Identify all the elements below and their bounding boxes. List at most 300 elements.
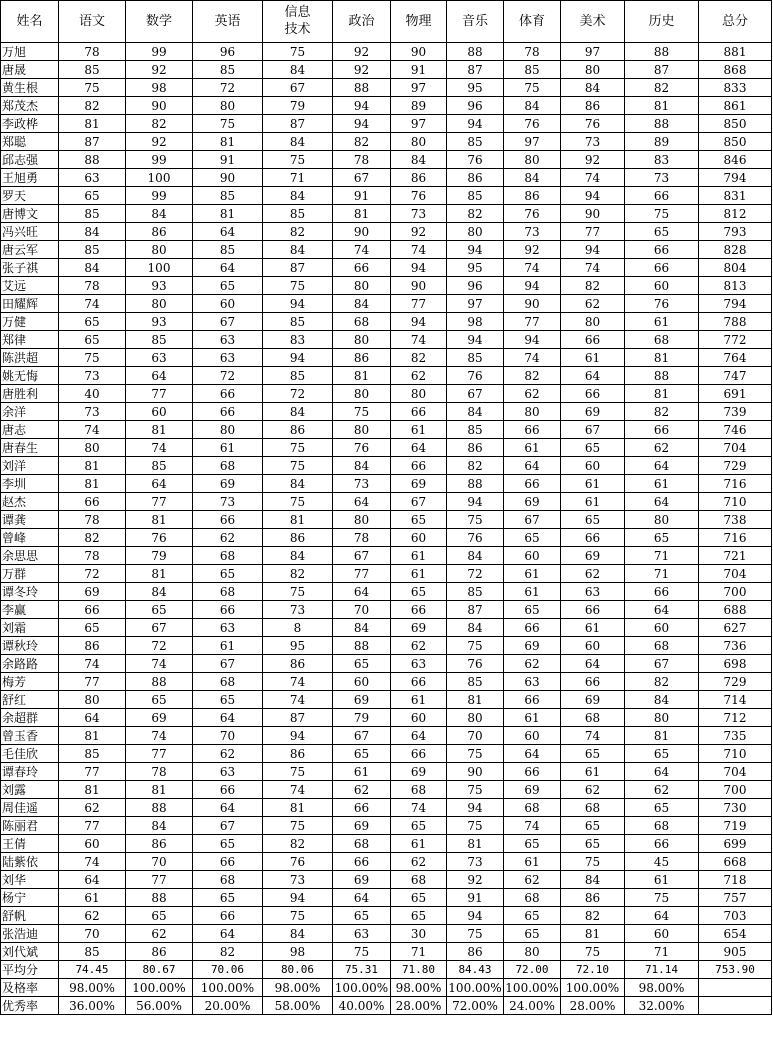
score-cell: 75: [263, 493, 333, 511]
score-cell: 68: [504, 799, 561, 817]
score-cell: 100: [126, 169, 193, 187]
total-cell: 710: [699, 493, 772, 511]
score-cell: 84: [504, 97, 561, 115]
score-cell: 85: [126, 457, 193, 475]
score-cell: 73: [391, 205, 447, 223]
score-cell: 75: [193, 115, 263, 133]
score-cell: 66: [504, 691, 561, 709]
score-cell: 85: [447, 187, 504, 205]
score-cell: 84: [263, 403, 333, 421]
score-cell: 69: [59, 583, 126, 601]
score-cell: 80: [333, 385, 391, 403]
score-cell: 88: [447, 43, 504, 61]
score-cell: 80: [447, 709, 504, 727]
score-cell: 61: [391, 565, 447, 583]
score-cell: 65: [59, 619, 126, 637]
table-row: [1, 601, 772, 619]
score-cell: 82: [625, 79, 699, 97]
score-cell: 94: [263, 349, 333, 367]
header-art: 美术: [561, 1, 625, 43]
score-cell: 76: [504, 205, 561, 223]
score-cell: 86: [59, 637, 126, 655]
score-cell: 85: [447, 421, 504, 439]
score-cell: 65: [59, 313, 126, 331]
score-cell: 85: [447, 583, 504, 601]
score-cell: 75: [263, 907, 333, 925]
score-cell: 75: [263, 457, 333, 475]
score-cell: 75: [333, 943, 391, 961]
table-row: [1, 529, 772, 547]
table-row: [1, 493, 772, 511]
score-cell: 94: [333, 115, 391, 133]
score-cell: 68: [333, 313, 391, 331]
score-cell: 93: [126, 313, 193, 331]
student-name-cell: 余洋: [1, 403, 59, 421]
score-cell: 65: [193, 691, 263, 709]
score-cell: 75: [447, 511, 504, 529]
score-cell: 66: [391, 403, 447, 421]
score-cell: 60: [625, 925, 699, 943]
score-cell: 68: [625, 817, 699, 835]
total-cell: 794: [699, 169, 772, 187]
score-cell: 75: [263, 763, 333, 781]
score-cell: 81: [263, 511, 333, 529]
score-cell: 73: [504, 223, 561, 241]
score-cell: 81: [126, 511, 193, 529]
score-cell: 86: [126, 223, 193, 241]
score-cell: 80: [193, 97, 263, 115]
score-cell: 73: [333, 475, 391, 493]
table-row: [1, 925, 772, 943]
score-cell: 63: [126, 349, 193, 367]
score-cell: 65: [193, 835, 263, 853]
student-name-cell: 张浩迪: [1, 925, 59, 943]
student-name-cell: 舒红: [1, 691, 59, 709]
score-cell: 69: [561, 403, 625, 421]
score-cell: 62: [126, 925, 193, 943]
student-name-cell: 李赢: [1, 601, 59, 619]
score-cell: 70: [59, 925, 126, 943]
summary-value-cell: 80.06: [263, 961, 333, 979]
score-cell: 82: [126, 115, 193, 133]
score-cell: 65: [504, 925, 561, 943]
score-cell: 67: [561, 421, 625, 439]
score-cell: 76: [504, 115, 561, 133]
score-cell: 94: [333, 97, 391, 115]
score-cell: 84: [263, 133, 333, 151]
score-cell: 90: [561, 205, 625, 223]
score-cell: 64: [126, 475, 193, 493]
total-cell: 691: [699, 385, 772, 403]
score-cell: 77: [126, 871, 193, 889]
score-cell: 66: [193, 511, 263, 529]
score-cell: 75: [447, 817, 504, 835]
score-cell: 98: [447, 313, 504, 331]
score-cell: 86: [126, 835, 193, 853]
student-name-cell: 罗天: [1, 187, 59, 205]
score-cell: 82: [59, 97, 126, 115]
score-cell: 85: [59, 745, 126, 763]
score-cell: 82: [263, 223, 333, 241]
score-cell: 62: [504, 655, 561, 673]
score-cell: 66: [391, 673, 447, 691]
student-name-cell: 郑聪: [1, 133, 59, 151]
score-cell: 84: [59, 223, 126, 241]
score-cell: 74: [504, 259, 561, 277]
score-cell: 84: [447, 403, 504, 421]
score-cell: 61: [193, 439, 263, 457]
score-cell: 74: [504, 817, 561, 835]
score-cell: 64: [193, 259, 263, 277]
score-cell: 68: [625, 331, 699, 349]
score-cell: 67: [193, 313, 263, 331]
score-cell: 62: [193, 745, 263, 763]
table-row: [1, 223, 772, 241]
score-cell: 80: [391, 385, 447, 403]
score-cell: 85: [59, 943, 126, 961]
score-cell: 65: [333, 907, 391, 925]
score-cell: 66: [193, 907, 263, 925]
table-row: [1, 619, 772, 637]
score-cell: 82: [447, 457, 504, 475]
score-cell: 66: [391, 745, 447, 763]
score-cell: 72: [126, 637, 193, 655]
score-cell: 61: [504, 565, 561, 583]
score-cell: 90: [333, 223, 391, 241]
score-cell: 64: [625, 457, 699, 475]
score-cell: 84: [447, 547, 504, 565]
score-cell: 76: [625, 295, 699, 313]
score-cell: 82: [561, 277, 625, 295]
score-cell: 64: [561, 367, 625, 385]
score-cell: 78: [59, 511, 126, 529]
score-cell: 90: [391, 277, 447, 295]
score-cell: 84: [333, 619, 391, 637]
summary-value-cell: 98.00%: [391, 979, 447, 997]
table-row: [1, 187, 772, 205]
total-cell: 812: [699, 205, 772, 223]
score-cell: 96: [193, 43, 263, 61]
student-name-cell: 田耀辉: [1, 295, 59, 313]
score-cell: 65: [391, 583, 447, 601]
score-cell: 66: [625, 187, 699, 205]
score-cell: 84: [126, 205, 193, 223]
score-cell: 97: [391, 115, 447, 133]
score-cell: 74: [504, 349, 561, 367]
student-name-cell: 唐博文: [1, 205, 59, 223]
score-cell: 84: [263, 475, 333, 493]
score-cell: 61: [59, 889, 126, 907]
score-cell: 81: [193, 133, 263, 151]
score-cell: 89: [391, 97, 447, 115]
summary-value-cell: 100.00%: [561, 979, 625, 997]
table-row: [1, 871, 772, 889]
total-cell: 828: [699, 241, 772, 259]
table-row: [1, 133, 772, 151]
table-row: [1, 151, 772, 169]
table-row: [1, 403, 772, 421]
score-cell: 66: [625, 259, 699, 277]
score-cell: 67: [625, 655, 699, 673]
score-cell: 72: [193, 79, 263, 97]
score-cell: 75: [447, 925, 504, 943]
score-cell: 71: [625, 943, 699, 961]
score-cell: 63: [193, 763, 263, 781]
score-cell: 65: [391, 817, 447, 835]
total-cell: 831: [699, 187, 772, 205]
score-cell: 82: [263, 565, 333, 583]
table-row: [1, 727, 772, 745]
score-cell: 79: [333, 709, 391, 727]
score-cell: 65: [625, 529, 699, 547]
score-cell: 63: [59, 169, 126, 187]
score-cell: 80: [333, 511, 391, 529]
score-cell: 40: [59, 385, 126, 403]
score-cell: 73: [625, 169, 699, 187]
score-cell: 83: [263, 331, 333, 349]
student-name-cell: 唐春生: [1, 439, 59, 457]
score-cell: 66: [561, 331, 625, 349]
score-cell: 65: [193, 565, 263, 583]
score-cell: 84: [263, 241, 333, 259]
summary-value-cell: 32.00%: [625, 997, 699, 1015]
score-cell: 67: [391, 493, 447, 511]
score-cell: 74: [391, 331, 447, 349]
summary-value-cell: 72.10: [561, 961, 625, 979]
table-row: [1, 367, 772, 385]
score-cell: 81: [126, 565, 193, 583]
score-cell: 90: [391, 43, 447, 61]
total-cell: 699: [699, 835, 772, 853]
score-cell: 68: [193, 673, 263, 691]
student-name-cell: 曾玉香: [1, 727, 59, 745]
score-cell: 61: [504, 853, 561, 871]
score-cell: 75: [263, 277, 333, 295]
score-cell: 64: [126, 367, 193, 385]
total-cell: 881: [699, 43, 772, 61]
score-cell: 88: [625, 43, 699, 61]
score-cell: 87: [59, 133, 126, 151]
score-cell: 74: [391, 799, 447, 817]
score-cell: 65: [561, 745, 625, 763]
score-cell: 75: [263, 151, 333, 169]
score-cell: 94: [447, 241, 504, 259]
score-cell: 65: [193, 889, 263, 907]
score-cell: 84: [561, 871, 625, 889]
score-cell: 100: [126, 259, 193, 277]
score-cell: 75: [625, 205, 699, 223]
header-pe: 体育: [504, 1, 561, 43]
summary-value-cell: 56.00%: [126, 997, 193, 1015]
score-cell: 84: [504, 169, 561, 187]
score-cell: 74: [59, 853, 126, 871]
student-name-cell: 余思思: [1, 547, 59, 565]
summary-value-cell: 100.00%: [505, 980, 559, 995]
score-cell: 63: [193, 619, 263, 637]
total-cell: 846: [699, 151, 772, 169]
student-name-cell: 万旭: [1, 43, 59, 61]
student-name-cell: 刘代斌: [1, 943, 59, 961]
student-name-cell: 艾远: [1, 277, 59, 295]
summary-row: [1, 961, 772, 979]
student-name-cell: 王倩: [1, 835, 59, 853]
score-cell: 73: [193, 493, 263, 511]
score-cell: 66: [193, 403, 263, 421]
score-cell: 62: [391, 853, 447, 871]
table-row: [1, 421, 772, 439]
score-cell: 68: [333, 835, 391, 853]
score-cell: 64: [333, 889, 391, 907]
score-cell: 66: [193, 385, 263, 403]
score-cell: 65: [126, 907, 193, 925]
score-cell: 62: [193, 529, 263, 547]
score-cell: 94: [561, 187, 625, 205]
score-cell: 80: [59, 439, 126, 457]
score-cell: 69: [504, 493, 561, 511]
score-cell: 69: [333, 691, 391, 709]
score-cell: 85: [504, 61, 561, 79]
score-cell: 99: [126, 151, 193, 169]
score-cell: 95: [263, 637, 333, 655]
total-cell: 700: [699, 781, 772, 799]
score-cell: 96: [447, 277, 504, 295]
score-cell: 69: [391, 763, 447, 781]
score-cell: 92: [333, 61, 391, 79]
score-cell: 60: [561, 637, 625, 655]
score-cell: 66: [625, 421, 699, 439]
student-name-cell: 谭龚: [1, 511, 59, 529]
score-cell: 90: [504, 295, 561, 313]
score-cell: 66: [504, 619, 561, 637]
score-cell: 65: [504, 601, 561, 619]
score-cell: 88: [126, 889, 193, 907]
score-cell: 99: [126, 43, 193, 61]
score-cell: 67: [333, 727, 391, 745]
score-cell: 76: [561, 115, 625, 133]
student-name-cell: 杨宁: [1, 889, 59, 907]
score-cell: 71: [391, 943, 447, 961]
table-row: [1, 295, 772, 313]
score-cell: 80: [333, 277, 391, 295]
table-row: [1, 799, 772, 817]
score-cell: 66: [504, 475, 561, 493]
student-name-cell: 张子祺: [1, 259, 59, 277]
total-cell: 704: [699, 565, 772, 583]
table-row: [1, 475, 772, 493]
score-cell: 73: [263, 871, 333, 889]
header-physics: 物理: [391, 1, 447, 43]
total-cell: 668: [699, 853, 772, 871]
score-cell: 65: [625, 799, 699, 817]
summary-value-cell: 24.00%: [504, 997, 561, 1015]
score-cell: 66: [59, 601, 126, 619]
score-cell: 82: [333, 133, 391, 151]
score-cell: 87: [263, 115, 333, 133]
student-name-cell: 余路路: [1, 655, 59, 673]
score-cell: 61: [561, 763, 625, 781]
student-name-cell: 姚无悔: [1, 367, 59, 385]
score-cell: 66: [193, 601, 263, 619]
score-cell: 66: [333, 853, 391, 871]
score-cell: 86: [447, 169, 504, 187]
score-cell: 94: [391, 259, 447, 277]
total-cell: 735: [699, 727, 772, 745]
score-cell: 76: [333, 439, 391, 457]
total-cell: 793: [699, 223, 772, 241]
score-cell: 85: [447, 349, 504, 367]
score-cell: 85: [59, 205, 126, 223]
total-cell: 704: [699, 439, 772, 457]
score-cell: 76: [447, 529, 504, 547]
table-row: [1, 565, 772, 583]
score-cell: 60: [391, 529, 447, 547]
score-cell: 94: [263, 727, 333, 745]
student-name-cell: 唐胜利: [1, 385, 59, 403]
score-cell: 79: [126, 547, 193, 565]
total-cell: 850: [699, 133, 772, 151]
student-name-cell: 梅芳: [1, 673, 59, 691]
score-cell: 78: [333, 151, 391, 169]
score-cell: 77: [126, 385, 193, 403]
score-cell: 85: [193, 187, 263, 205]
score-cell: 77: [126, 493, 193, 511]
score-cell: 65: [126, 691, 193, 709]
table-row: [1, 439, 772, 457]
score-cell: 90: [126, 97, 193, 115]
score-cell: 67: [333, 169, 391, 187]
score-cell: 71: [263, 169, 333, 187]
header-chinese: 语文: [59, 1, 126, 43]
score-cell: 74: [59, 295, 126, 313]
score-cell: 67: [263, 79, 333, 97]
score-cell: 75: [561, 853, 625, 871]
score-cell: 71: [625, 565, 699, 583]
score-cell: 65: [561, 817, 625, 835]
score-cell: 81: [625, 349, 699, 367]
score-cell: 92: [504, 241, 561, 259]
table-row: [1, 97, 772, 115]
score-cell: 69: [391, 619, 447, 637]
summary-value-cell: 98.00%: [625, 979, 699, 997]
total-cell: 746: [699, 421, 772, 439]
score-cell: 73: [59, 367, 126, 385]
summary-value-cell: 71.14: [625, 961, 699, 979]
score-cell: 68: [193, 871, 263, 889]
score-cell: 80: [126, 241, 193, 259]
total-cell: 729: [699, 457, 772, 475]
score-cell: 94: [263, 295, 333, 313]
score-cell: 60: [561, 457, 625, 475]
score-cell: 87: [625, 61, 699, 79]
score-cell: 66: [391, 601, 447, 619]
summary-row: [1, 979, 772, 997]
score-cell: 76: [126, 529, 193, 547]
student-name-cell: 陆紫依: [1, 853, 59, 871]
summary-value-cell: 36.00%: [59, 997, 126, 1015]
score-cell: 78: [504, 43, 561, 61]
score-cell: 92: [333, 43, 391, 61]
score-cell: 84: [263, 547, 333, 565]
table-row: [1, 313, 772, 331]
score-cell: 63: [561, 583, 625, 601]
score-cell: 96: [447, 97, 504, 115]
score-cell: 66: [625, 583, 699, 601]
total-cell: 721: [699, 547, 772, 565]
table-row: [1, 943, 772, 961]
score-cell: 65: [625, 745, 699, 763]
total-cell: 813: [699, 277, 772, 295]
score-cell: 61: [625, 871, 699, 889]
